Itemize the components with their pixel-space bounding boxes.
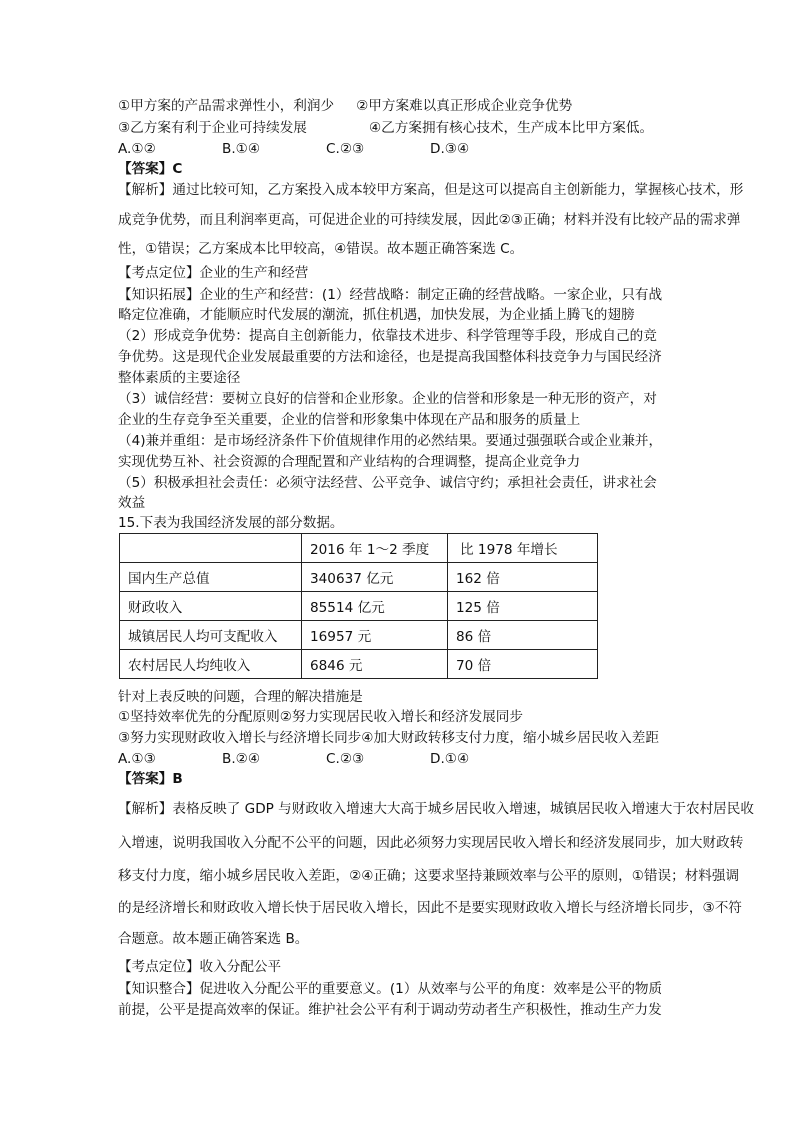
q14-option-4: ④乙方案拥有核心技术，生产成本比甲方案低。 bbox=[369, 120, 654, 136]
table-cell: 70 倍 bbox=[448, 650, 598, 679]
q15-choice-a: A.①③ bbox=[118, 751, 156, 767]
q14-tuozhan-line: 争优势。这是现代企业发展最重要的方法和途径，也是提高我国整体科技竞争力与国民经济 bbox=[118, 349, 662, 365]
table-cell: 162 倍 bbox=[448, 563, 598, 592]
table-cell: 农村居民人均纯收入 bbox=[120, 650, 302, 679]
q14-tuozhan-line: 【知识拓展】企业的生产和经营：(1）经营战略：制定正确的经营战略。一家企业，只有战 bbox=[118, 287, 663, 303]
table-row bbox=[120, 563, 598, 592]
q14-choice-b: B.①④ bbox=[222, 141, 261, 157]
q15-zhenghe-line: 【知识整合】促进收入分配公平的重要意义。(1）从效率与公平的角度：效率是公平的物质 bbox=[118, 981, 663, 997]
q14-tuozhan-line: 企业的生存竞争至关重要，企业的信誉和形象集中体现在产品和服务的质量上 bbox=[118, 412, 581, 428]
table-row bbox=[120, 650, 598, 679]
table-cell: 财政收入 bbox=[120, 592, 302, 621]
q14-option-line-2 bbox=[118, 119, 653, 137]
q14-choice-a: A.①② bbox=[118, 141, 156, 157]
q14-tuozhan-line: 实现优势互补、社会资源的合理配置和产业结构的合理调整，提高企业竞争力 bbox=[118, 454, 581, 470]
table-cell: 340637 亿元 bbox=[302, 563, 448, 592]
table-header-cell: 2016 年 1～2 季度 bbox=[302, 534, 448, 563]
q15-analysis-line: 入增速，说明我国收入分配不公平的问题，因此必须努力实现居民收入增长和经济发展同步，加大财政转 bbox=[118, 835, 744, 851]
table-row bbox=[120, 592, 598, 621]
q15-option-line-1: ①坚持效率优先的分配原则②努力实现居民收入增长和经济发展同步 bbox=[118, 709, 523, 725]
q14-tuozhan-line: （2）形成竞争优势：提高自主创新能力，依靠技术进步、科学管理等手段，形成自己的竞 bbox=[118, 328, 657, 344]
q14-analysis-line: 性，①错误；乙方案成本比甲较高，④错误。故本题正确答案选 C。 bbox=[118, 241, 524, 257]
q15-data-table bbox=[119, 533, 598, 679]
q14-tuozhan-line: （5）积极承担社会责任：必须守法经营、公平竞争、诚信守约；承担社会责任，讲求社会 bbox=[118, 475, 657, 491]
table-cell: 6846 元 bbox=[302, 650, 448, 679]
q14-tuozhan-line: 整体素质的主要途径 bbox=[118, 370, 241, 386]
table-cell: 86 倍 bbox=[448, 621, 598, 650]
q15-choice-d: D.①④ bbox=[430, 751, 470, 767]
q14-choices bbox=[118, 140, 469, 158]
q15-stem: 15.下表为我国经济发展的部分数据。 bbox=[118, 515, 344, 531]
q15-question: 针对上表反映的问题，合理的解决措施是 bbox=[118, 689, 363, 705]
q14-choice-c: C.②③ bbox=[326, 141, 365, 157]
table-cell: 国内生产总值 bbox=[120, 563, 302, 592]
q14-analysis-line: 成竞争优势，而且利润率更高，可促进企业的可持续发展，因此②③正确；材料并没有比较产品的需求弹 bbox=[118, 212, 741, 228]
q14-option-line-1 bbox=[118, 97, 572, 115]
q15-choice-c: C.②③ bbox=[326, 751, 365, 767]
table-header-row bbox=[120, 534, 598, 563]
q15-analysis-line: 的是经济增长和财政收入增长快于居民收入增长，因此不是要实现财政收入增长与经济增长同步，③不符 bbox=[118, 900, 742, 916]
q14-kaodian: 【考点定位】企业的生产和经营 bbox=[118, 265, 309, 281]
q15-option-line-2: ③努力实现财政收入增长与经济增长同步④加大财政转移支付力度，缩小城乡居民收入差距 bbox=[118, 730, 659, 746]
q14-option-2: ②甲方案难以真正形成企业竞争优势 bbox=[356, 98, 573, 114]
q14-tuozhan-line: 略定位准确，才能顺应时代发展的潮流，抓住机遇，加快发展，为企业插上腾飞的翅膀 bbox=[118, 307, 635, 323]
q15-choices bbox=[118, 750, 469, 768]
table-row bbox=[120, 621, 598, 650]
q14-tuozhan-line: （4)兼并重组：是市场经济条件下价值规律作用的必然结果。要通过强强联合或企业兼并， bbox=[118, 433, 663, 449]
q14-option-3: ③乙方案有利于企业可持续发展 bbox=[118, 120, 307, 136]
q14-option-1: ①甲方案的产品需求弹性小，利润少 bbox=[118, 98, 335, 114]
table-cell: 125 倍 bbox=[448, 592, 598, 621]
q14-answer: 【答案】C bbox=[118, 161, 183, 177]
table-cell: 城镇居民人均可支配收入 bbox=[120, 621, 302, 650]
q15-choice-b: B.②④ bbox=[222, 751, 261, 767]
table-cell: 85514 亿元 bbox=[302, 592, 448, 621]
table-header-cell: 比 1978 年增长 bbox=[448, 534, 598, 563]
q14-tuozhan-line: （3）诚信经营：要树立良好的信誉和企业形象。企业的信誉和形象是一种无形的资产，对 bbox=[118, 391, 657, 407]
q15-answer: 【答案】B bbox=[118, 771, 183, 787]
q14-tuozhan-line: 效益 bbox=[118, 495, 146, 511]
table-cell: 16957 元 bbox=[302, 621, 448, 650]
table-header-cell bbox=[120, 534, 302, 563]
q15-analysis-line: 【解析】表格反映了 GDP 与财政收入增速大大高于城乡居民收入增速，城镇居民收入增速大于农村居民收 bbox=[118, 801, 754, 817]
q14-choice-d: D.③④ bbox=[430, 141, 470, 157]
q15-analysis-line: 合题意。故本题正确答案选 B。 bbox=[118, 931, 309, 947]
q15-zhenghe-line: 前提，公平是提高效率的保证。维护社会公平有利于调动劳动者生产积极性，推动生产力发 bbox=[118, 1002, 662, 1018]
q15-kaodian: 【考点定位】收入分配公平 bbox=[118, 959, 282, 975]
q15-analysis-line: 移支付力度，缩小城乡居民收入差距，②④正确；这要求坚持兼顾效率与公平的原则，①错误；材料强调 bbox=[118, 868, 740, 884]
q14-analysis-line: 【解析】通过比较可知，乙方案投入成本较甲方案高，但是这可以提高自主创新能力，掌握核心技术，形 bbox=[118, 182, 744, 198]
